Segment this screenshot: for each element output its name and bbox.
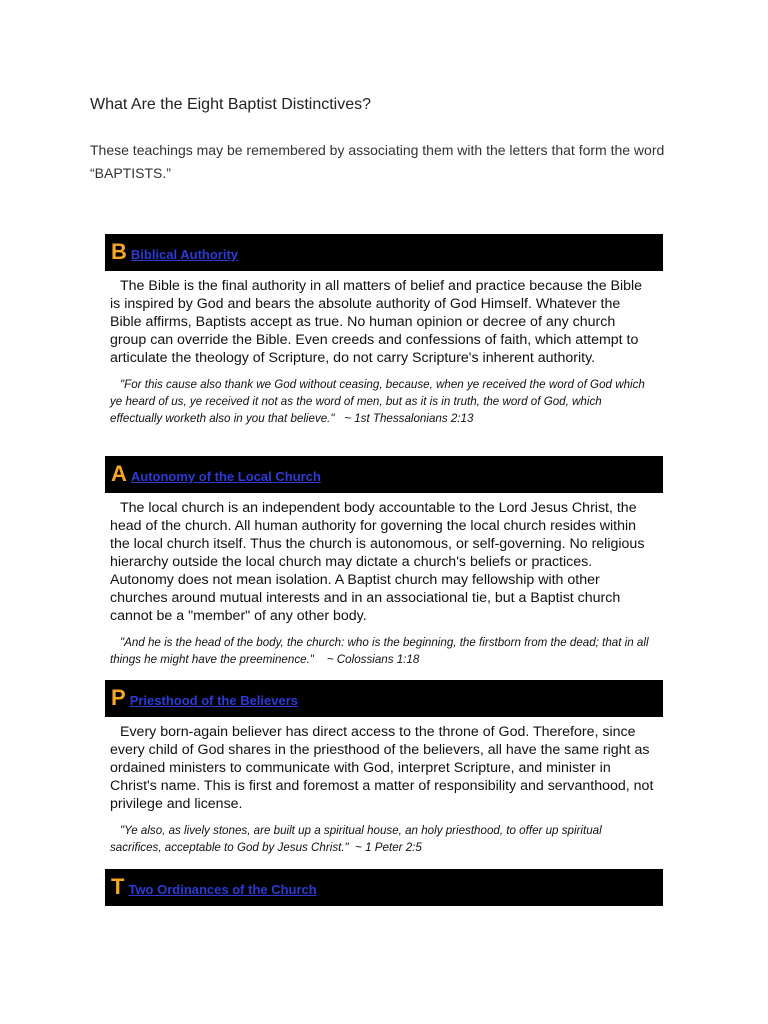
quote-text: "Ye also, as lively stones, are built up a spiritual house, an holy priesthood, to offer up spiritual sacrifices, acceptable to God by Jesus Christ." [110,824,602,854]
section-two-ordinances [105,869,663,906]
page-title: What Are the Eight Baptist Distinctives? [90,96,372,113]
section-heading-link[interactable]: Autonomy of the Local Church [130,469,321,484]
section-letter: T [111,873,125,899]
section-letter: A [111,460,127,486]
section-body: The local church is an independent body accountable to the Lord Jesus Christ, the head of the church. All human authority for governing the local church resides within the local church itself. Thus the church is autonomous, or self-governing. No religious hierarchy outside the local church may dictate a church's beliefs or practices. Autonomy does not mean isolation. A Baptist church may fellowship with other churches around mutual interests and in an associational tie, but a Baptist church cannot be a "member" of any other body. [110,500,645,624]
section-letter: B [111,238,127,264]
section-autonomy-local-church [105,456,663,668]
section-quote [110,376,655,427]
quote-reference: ~ 1st Thessalonians 2:13 [344,412,474,425]
section-priesthood-believers [105,680,663,856]
section-header-bar [105,680,663,717]
section-header-bar [105,869,663,906]
quote-text: "For this cause also thank we God without ceasing, because, when ye received the word of God which ye heard of us, ye received it not as the word of men, but as it is in truth, the word of God, which effectually worketh also in you that believe." [110,378,645,425]
section-body: Every born-again believer has direct access to the throne of God. Therefore, since every child of God shares in the priesthood of the believers, all have the same right as ordained ministers to communicate with God, interpret Scripture, and minister in Christ's name. This is first and foremost a matter of responsibility and servanthood, not privilege and license. [110,724,654,812]
section-quote [110,634,655,668]
section-header-bar [105,456,663,493]
section-heading-link[interactable]: Two Ordinances of the Church [128,882,317,897]
quote-reference: ~ Colossians 1:18 [326,653,420,666]
section-header-bar [105,234,663,271]
section-letter: P [111,684,126,710]
quote-reference: ~ 1 Peter 2:5 [355,841,422,854]
section-quote [110,822,655,856]
intro-text: These teachings may be remembered by associating them with the letters that form the word “BAPTISTS.” [90,142,665,181]
quote-text: "And he is the head of the body, the church: who is the beginning, the firstborn from the dead; that in all things he might have the preeminence." [110,636,649,666]
section-biblical-authority [105,234,663,427]
section-heading-link[interactable]: Biblical Authority [130,247,239,262]
section-body: The Bible is the final authority in all matters of belief and practice because the Bible is inspired by God and bears the absolute authority of God Himself. Whatever the Bible affirms, Baptists accept as true. No human opinion or decree of any church group can override the Bible. Even creeds and confessions of faith, which attempt to articulate the theology of Scripture, do not carry Scripture's inherent authority. [110,278,643,366]
section-heading-link[interactable]: Priesthood of the Believers [129,693,299,708]
